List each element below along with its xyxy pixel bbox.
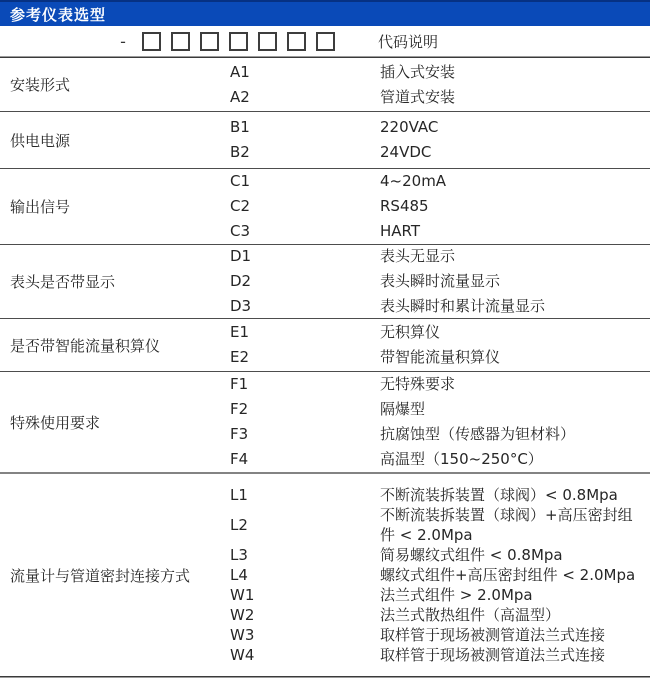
section-label-text: 特殊使用要求 bbox=[10, 413, 101, 432]
spec-row bbox=[230, 585, 650, 605]
section-pipe-connection bbox=[0, 472, 650, 676]
code-legend-label: 代码说明 bbox=[378, 32, 439, 51]
section-items bbox=[230, 58, 650, 111]
section-power-supply bbox=[0, 111, 650, 168]
spec-code: W4 bbox=[230, 646, 255, 664]
spec-code: C2 bbox=[230, 197, 251, 215]
spec-code: L2 bbox=[230, 516, 248, 534]
spec-code: D3 bbox=[230, 297, 252, 315]
section-label-text: 流量计与管道密封连接方式 bbox=[10, 566, 191, 585]
spec-code: C3 bbox=[230, 222, 251, 240]
spec-description: 表头瞬时流量显示 bbox=[380, 272, 501, 290]
spec-code: W1 bbox=[230, 586, 255, 604]
code-box bbox=[287, 32, 306, 51]
spec-description: 高温型（150~250°C） bbox=[380, 450, 543, 468]
spec-row bbox=[230, 219, 650, 244]
spec-row bbox=[230, 169, 650, 194]
spec-row bbox=[230, 85, 650, 110]
spec-row bbox=[230, 60, 650, 85]
code-boxes bbox=[142, 32, 335, 51]
spec-code: D1 bbox=[230, 247, 252, 265]
spec-row bbox=[230, 645, 650, 665]
section-label-text: 输出信号 bbox=[10, 198, 71, 216]
section-title-bar bbox=[0, 0, 650, 26]
code-box bbox=[142, 32, 161, 51]
section-items bbox=[230, 112, 650, 168]
spec-code: F4 bbox=[230, 450, 249, 468]
spec-row bbox=[230, 244, 650, 269]
spec-description: 法兰式组件 > 2.0Mpa bbox=[380, 586, 533, 604]
spec-row bbox=[230, 625, 650, 645]
spec-description: 220VAC bbox=[380, 118, 439, 136]
spec-code: A1 bbox=[230, 62, 250, 81]
spec-row bbox=[230, 545, 650, 565]
spec-row bbox=[230, 565, 650, 585]
spec-row bbox=[230, 294, 650, 318]
spec-description: HART bbox=[380, 222, 421, 240]
section-items bbox=[230, 372, 650, 472]
spec-description: 24VDC bbox=[380, 143, 432, 161]
spec-row bbox=[230, 140, 650, 165]
section-label bbox=[0, 474, 230, 676]
spec-code: B1 bbox=[230, 118, 250, 136]
spec-code: L3 bbox=[230, 546, 248, 564]
section-label bbox=[0, 319, 230, 371]
code-box bbox=[171, 32, 190, 51]
spec-row bbox=[230, 485, 650, 505]
section-label bbox=[0, 169, 230, 244]
spec-row bbox=[230, 345, 650, 370]
spec-row bbox=[230, 397, 650, 422]
spec-description: 无积算仪 bbox=[380, 323, 441, 341]
spec-row bbox=[230, 605, 650, 625]
spec-row bbox=[230, 372, 650, 397]
code-box bbox=[316, 32, 335, 51]
section-label bbox=[0, 112, 230, 168]
spec-description: 无特殊要求 bbox=[380, 375, 456, 393]
spec-description: 隔爆型 bbox=[380, 400, 426, 418]
spec-description: 表头瞬时和累计流量显示 bbox=[380, 297, 546, 315]
spec-row bbox=[230, 320, 650, 345]
spec-sections bbox=[0, 58, 650, 676]
spec-description: 管道式安装 bbox=[380, 87, 456, 106]
bottom-padding bbox=[0, 678, 650, 682]
spec-code: B2 bbox=[230, 143, 250, 161]
section-label bbox=[0, 58, 230, 111]
spec-row bbox=[230, 194, 650, 219]
spec-description: 4~20mA bbox=[380, 172, 447, 190]
code-box bbox=[258, 32, 277, 51]
model-prefix-dash: - bbox=[120, 31, 126, 51]
section-items bbox=[230, 319, 650, 371]
spec-code: D2 bbox=[230, 272, 252, 290]
section-label-text: 是否带智能流量积算仪 bbox=[10, 336, 161, 355]
section-label bbox=[0, 372, 230, 472]
spec-description: 插入式安装 bbox=[380, 62, 456, 81]
spec-code: E2 bbox=[230, 348, 250, 366]
spec-description: 抗腐蚀型（传感器为钽材料） bbox=[380, 425, 576, 443]
spec-description: 表头无显示 bbox=[380, 247, 456, 265]
spec-code: W3 bbox=[230, 626, 255, 644]
section-special-requirements bbox=[0, 371, 650, 472]
spec-row bbox=[230, 422, 650, 447]
spec-description: 取样管于现场被测管道法兰式连接 bbox=[380, 626, 606, 644]
spec-row bbox=[230, 115, 650, 140]
spec-row bbox=[230, 269, 650, 294]
spec-code: F3 bbox=[230, 425, 249, 443]
spec-description: 螺纹式组件+高压密封组件 < 2.0Mpa bbox=[380, 566, 636, 584]
spec-code: W2 bbox=[230, 606, 255, 624]
section-items bbox=[230, 245, 650, 318]
spec-description: 简易螺纹式组件 < 0.8Mpa bbox=[380, 546, 563, 564]
spec-description: 不断流装拆装置（球阀）< 0.8Mpa bbox=[380, 486, 618, 504]
section-install-type bbox=[0, 58, 650, 111]
model-code-row bbox=[0, 26, 650, 56]
spec-code: C1 bbox=[230, 172, 251, 190]
spec-code: F2 bbox=[230, 400, 249, 418]
spec-code: L4 bbox=[230, 566, 248, 584]
code-box bbox=[200, 32, 219, 51]
spec-code: E1 bbox=[230, 323, 250, 341]
spec-row bbox=[230, 505, 650, 545]
spec-code: L1 bbox=[230, 486, 248, 504]
spec-description: 法兰式散热组件（高温型） bbox=[380, 606, 561, 624]
section-items bbox=[230, 474, 650, 676]
section-label-text: 供电电源 bbox=[10, 131, 71, 150]
section-label-text: 安装形式 bbox=[10, 76, 71, 94]
code-box bbox=[229, 32, 248, 51]
section-output-signal bbox=[0, 168, 650, 244]
spec-description: 带智能流量积算仪 bbox=[380, 348, 501, 366]
spec-description: 不断流装拆装置（球阀）+高压密封组件 < 2.0Mpa bbox=[380, 506, 633, 544]
spec-description: RS485 bbox=[380, 197, 429, 215]
section-totalizer-option bbox=[0, 318, 650, 371]
page-title: 参考仪表选型 bbox=[10, 5, 107, 24]
section-label bbox=[0, 245, 230, 318]
spec-row bbox=[230, 447, 650, 472]
spec-code: F1 bbox=[230, 375, 249, 393]
section-items bbox=[230, 169, 650, 244]
spec-description: 取样管于现场被测管道法兰式连接 bbox=[380, 646, 606, 664]
section-display-option bbox=[0, 244, 650, 318]
section-label-text: 表头是否带显示 bbox=[10, 273, 116, 291]
spec-code: A2 bbox=[230, 87, 250, 106]
